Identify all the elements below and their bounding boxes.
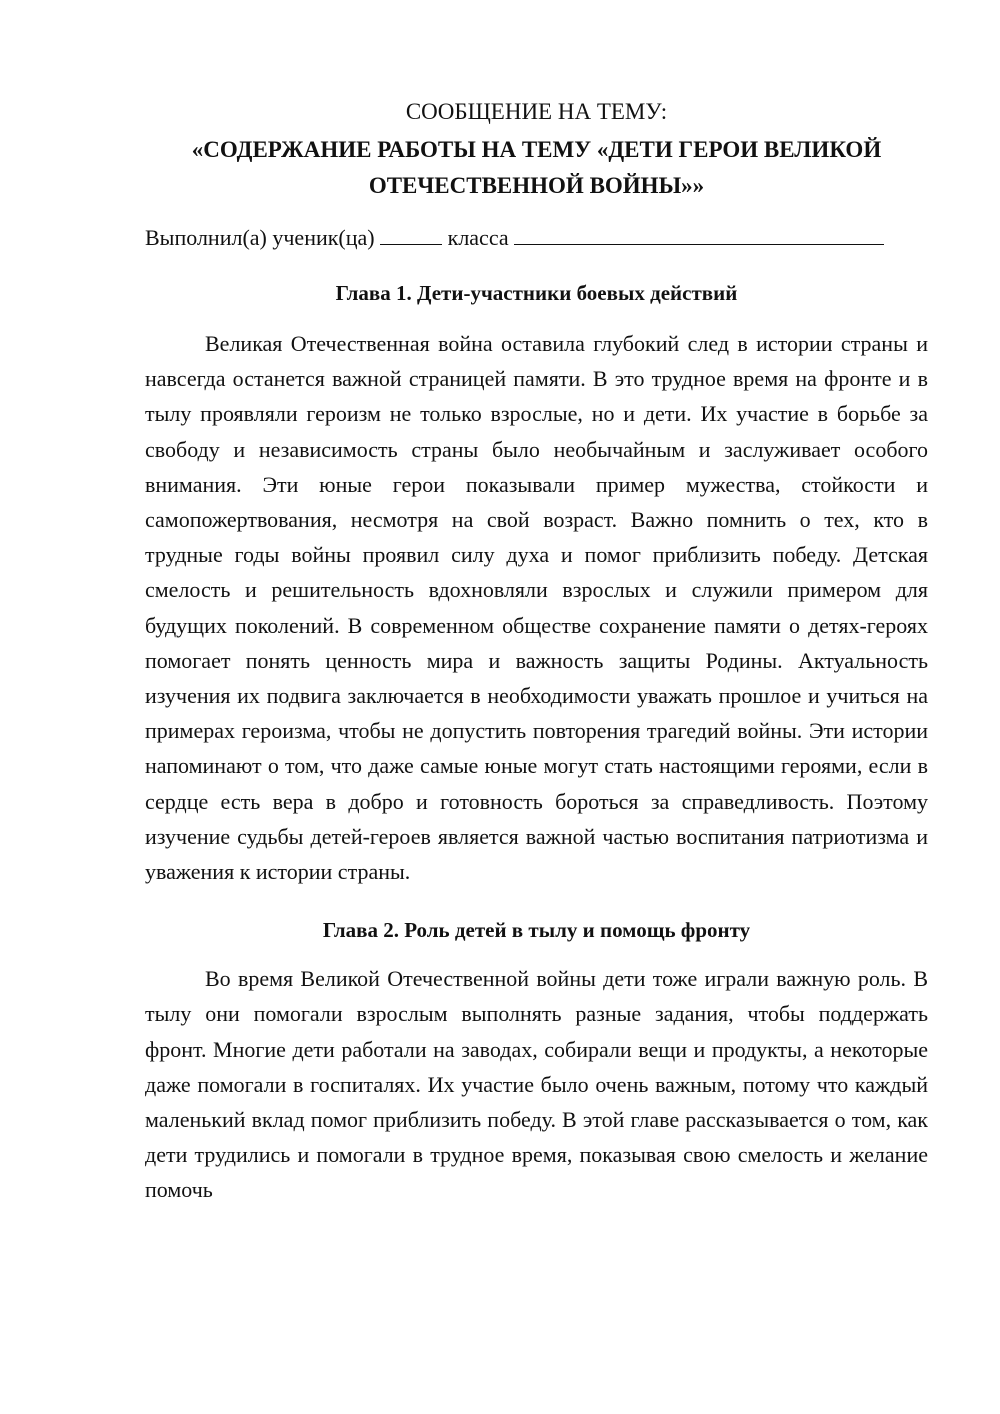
chapter-1-text: Великая Отечественная война оставила глубокий след в истории страны и навсегда останется важной страницей памяти. В это трудное время на фронте и в тылу проявляли героизм не только взрослые, но и дети. Их участие в борьбе за свободу и независимость страны было необычайным и заслуживает особого внимания. Эти юные герои показывали пример мужества, стойкости и самопожертвования, несмотря на свой возраст. Важно помнить о тех, кто в трудные годы войны проявил силу духа и помог приблизить победу. Детская смелость и решительность вдохновляли взрослых и служили примером для будущих поколений. В современном обществе сохранение памяти о детях-героях помогает понять ценность мира и важность защиты Родины. Актуальность изучения их подвига заключается в необходимости уважать прошлое и учиться на примерах героизма, чтобы не допустить повторения трагедий войны. Эти истории напоминают о том, что даже самые юные могут стать настоящими героями, если в сердце есть вера в добро и готовность бороться за справедливость. Поэтому изучение судьбы детей-героев является важной частью воспитания патриотизма и уважения к истории страны.: [145, 331, 928, 885]
student-name-blank: [514, 224, 884, 245]
chapter-2-text: Во время Великой Отечественной войны дети тоже играли важную роль. В тылу они помогали взрослым выполнять разные задания, чтобы поддержать фронт. Многие дети работали на заводах, собирали вещи и продукты, а некоторые даже помогали в госпиталях. Их участие было очень важным, потому что каждый маленький вклад помог приблизить победу. В этой главе рассказывается о том, как дети трудились и помогали в трудное время, показывая свою смелость и желание помочь: [145, 966, 928, 1203]
document-title: «СОДЕРЖАНИЕ РАБОТЫ НА ТЕМУ «ДЕТИ ГЕРОИ ВЕЛИКОЙ ОТЕЧЕСТВЕННОЙ ВОЙНЫ»»: [191, 137, 882, 198]
author-line: [145, 220, 928, 256]
class-word: класса: [447, 225, 509, 250]
author-prefix: Выполнил(а) ученик(ца): [145, 225, 375, 250]
message-label: СООБЩЕНИЕ НА ТЕМУ:: [405, 99, 668, 124]
document-page: [145, 90, 928, 1208]
class-number-blank: [380, 224, 442, 245]
chapter-1-title: Глава 1. Дети-участники боевых действий: [335, 281, 738, 305]
chapter-2-title: Глава 2. Роль детей в тылу и помощь фронту: [322, 918, 751, 943]
